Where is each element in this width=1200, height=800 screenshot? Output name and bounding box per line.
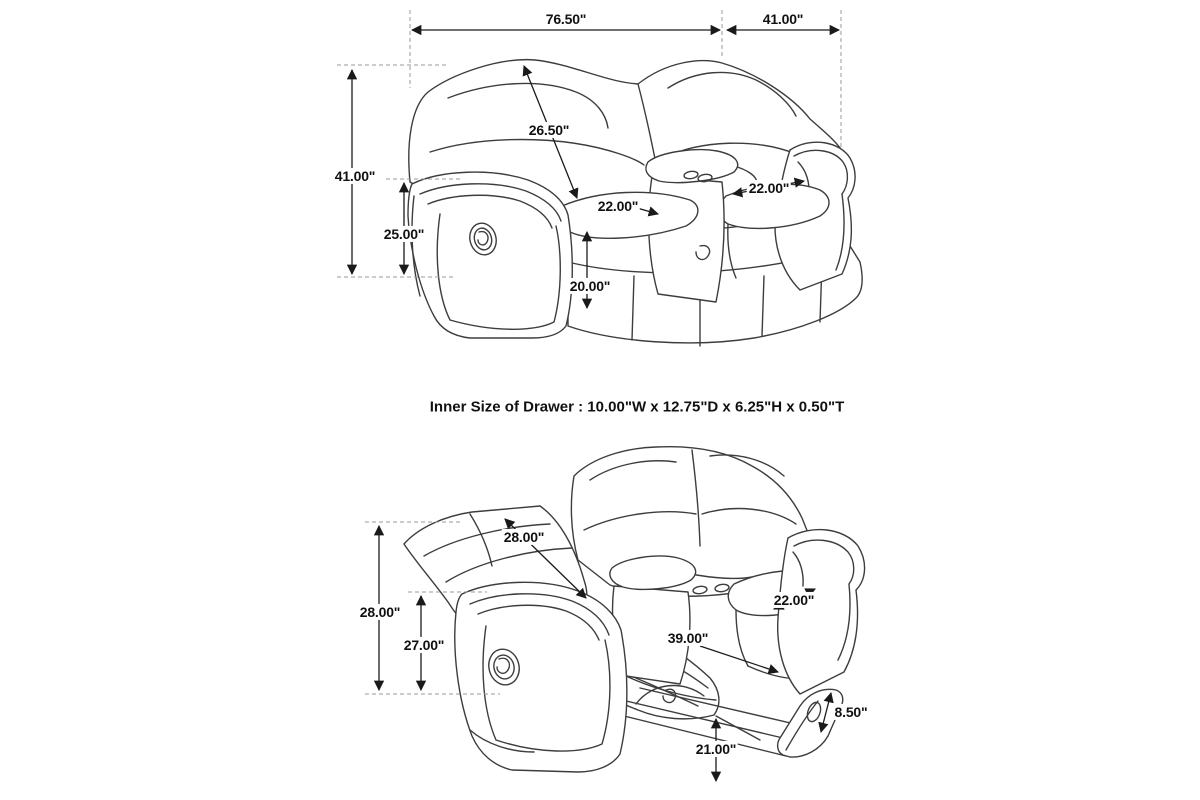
reclined-loveseat-drawing [404,447,865,772]
dim-label-floor-clearance: 21.00" [695,740,737,757]
dim-label-reclined-seat-depth: 22.00" [773,591,815,608]
left-arm [408,172,572,338]
dim-label-overall-height: 41.00" [334,167,376,184]
dim-label-seat-width: 22.00" [597,197,639,214]
dim-label-seat-depth: 22.00" [748,179,790,196]
dim-label-overall-depth: 41.00" [762,10,804,27]
dim-label-seat-height: 20.00" [569,277,611,294]
dim-label-back-height: 26.50" [528,121,570,138]
dim-label-reclined-overall-height: 28.00" [359,603,401,620]
left-arm-reclined [455,582,627,772]
dim-label-seatback-length: 28.00" [503,528,545,545]
right-arm-reclined [778,530,865,694]
dim-label-reclined-back-height: 27.00" [403,636,445,653]
dim-label-overall-width: 76.50" [545,10,587,27]
dim-label-recline-length: 39.00" [667,629,709,646]
dim-label-footrest-height: 8.50" [834,703,868,720]
dim-label-arm-height: 25.00" [383,225,425,242]
drawer-size-note: Inner Size of Drawer : 10.00"W x 12.75"D x 6.25"H x 0.50"T [429,398,845,416]
